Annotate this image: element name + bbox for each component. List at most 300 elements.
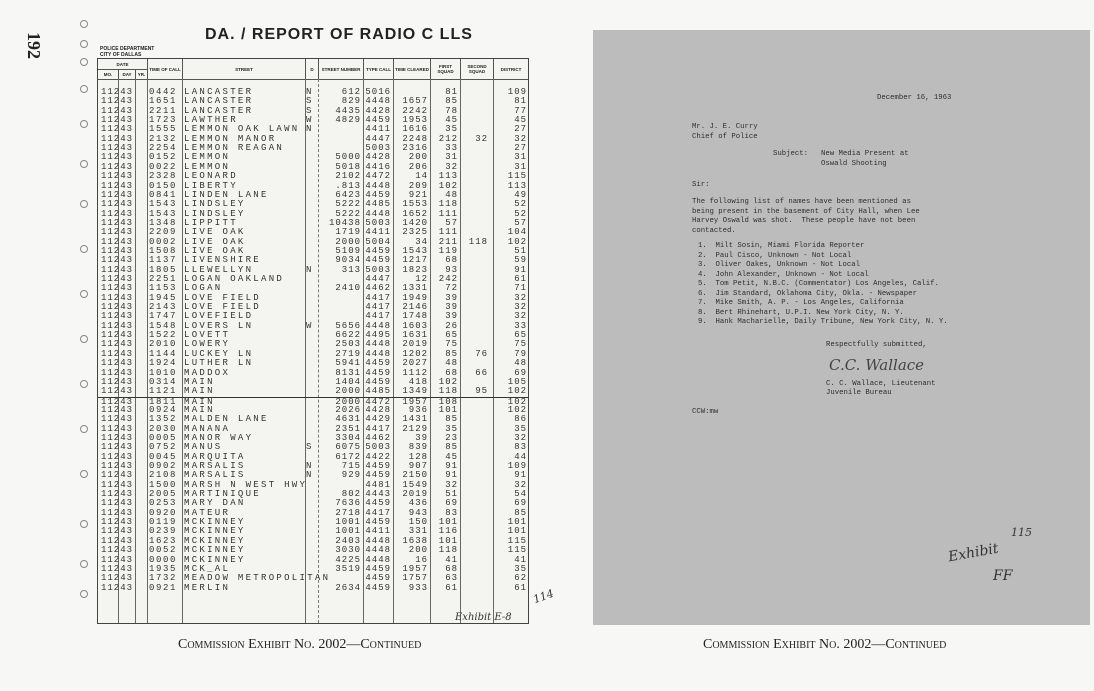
cell-time-cleared: 16 bbox=[415, 554, 428, 565]
cell-street-number: 5941 bbox=[335, 358, 361, 369]
cell-street: LEMMON bbox=[184, 161, 231, 172]
cell-time-of-call: 0314 bbox=[149, 376, 178, 387]
cell-time-of-call: 0752 bbox=[149, 442, 178, 453]
cell-time-of-call: 1348 bbox=[149, 217, 178, 228]
cell-direction: N bbox=[306, 124, 312, 135]
cell-type-call: 4459 bbox=[365, 498, 391, 509]
cell-type-call: 5003 bbox=[365, 217, 391, 228]
cell-date: 11243 bbox=[101, 255, 134, 266]
left-caption: Commission Exhibit No. 2002—Continued bbox=[178, 637, 422, 652]
cell-type-call: 4416 bbox=[365, 161, 391, 172]
cell-time-cleared: 933 bbox=[408, 582, 428, 593]
cell-date: 11243 bbox=[101, 236, 134, 247]
header-second-squad: SECOND SQUAD bbox=[461, 59, 494, 80]
cell-street: MAIN bbox=[184, 404, 215, 415]
cell-district: 79 bbox=[514, 348, 527, 359]
binder-hole bbox=[80, 290, 88, 298]
cell-first-squad: 45 bbox=[445, 451, 458, 462]
cell-district: 32 bbox=[514, 302, 527, 313]
header-day: DAY bbox=[119, 69, 136, 80]
right-caption: Commission Exhibit No. 2002—Continued bbox=[703, 637, 947, 652]
cell-time-of-call: 0000 bbox=[149, 554, 178, 565]
cell-first-squad: 91 bbox=[445, 461, 458, 471]
cell-time-of-call: 2143 bbox=[149, 302, 178, 313]
cell-direction: N bbox=[306, 461, 312, 471]
cell-time-cleared: 1652 bbox=[402, 208, 428, 219]
header-time-of-call: TIME OF CALL bbox=[148, 59, 183, 80]
cell-first-squad: 45 bbox=[445, 115, 458, 126]
cell-date: 11243 bbox=[101, 143, 134, 154]
cell-time-cleared: 1748 bbox=[402, 311, 428, 322]
cell-street-number: 2351 bbox=[335, 423, 361, 434]
cell-first-squad: 116 bbox=[438, 526, 458, 537]
cell-date: 11243 bbox=[101, 582, 134, 593]
cell-type-call: 4459 bbox=[365, 376, 391, 387]
cell-district: 65 bbox=[514, 330, 527, 341]
cell-time-of-call: 0045 bbox=[149, 451, 178, 462]
cell-street: LEONARD bbox=[184, 171, 238, 182]
cell-street-number: 2410 bbox=[335, 283, 361, 294]
cell-date: 11243 bbox=[101, 479, 134, 490]
cell-type-call: 4428 bbox=[365, 404, 391, 415]
cell-first-squad: 75 bbox=[445, 339, 458, 350]
cell-time-cleared: 1957 bbox=[402, 563, 428, 574]
cell-district: 48 bbox=[514, 358, 527, 369]
cell-street: MATEUR bbox=[184, 507, 231, 518]
cell-street: LOWERY bbox=[184, 339, 231, 350]
cell-date: 11243 bbox=[101, 227, 134, 238]
cell-street-number: 2719 bbox=[335, 348, 361, 359]
cell-first-squad: 85 bbox=[445, 348, 458, 359]
cell-second-squad: 32 bbox=[475, 133, 488, 144]
cell-type-call: 4459 bbox=[365, 563, 391, 574]
cell-first-squad: 39 bbox=[445, 302, 458, 313]
cell-type-call: 5003 bbox=[365, 264, 391, 275]
cell-time-of-call: 1723 bbox=[149, 115, 178, 126]
cell-district: 32 bbox=[514, 479, 527, 490]
cell-time-cleared: 12 bbox=[415, 274, 428, 284]
binder-hole bbox=[80, 590, 88, 598]
cell-district: 27 bbox=[514, 143, 527, 154]
cell-first-squad: 35 bbox=[445, 124, 458, 135]
cell-street: LIPPITT bbox=[184, 217, 238, 228]
cell-street-number: 802 bbox=[341, 489, 361, 500]
header-time-cleared: TIME CLEARED bbox=[394, 59, 431, 80]
cell-time-of-call: 1805 bbox=[149, 264, 178, 275]
cell-time-of-call: 1651 bbox=[149, 96, 178, 107]
cell-street-number: 5018 bbox=[335, 161, 361, 172]
cell-time-of-call: 1121 bbox=[149, 386, 178, 397]
cell-district: 109 bbox=[507, 87, 527, 97]
cell-district: 102 bbox=[507, 236, 527, 247]
cell-street-number: 2026 bbox=[335, 404, 361, 415]
cell-district: 49 bbox=[514, 189, 527, 200]
cell-street: LINDEN LANE bbox=[184, 189, 269, 200]
cell-time-of-call: 0002 bbox=[149, 236, 178, 247]
cell-district: 69 bbox=[514, 367, 527, 378]
cell-type-call: 4411 bbox=[365, 227, 391, 238]
cell-first-squad: 35 bbox=[445, 423, 458, 434]
cell-street: MCK_AL bbox=[184, 563, 231, 574]
cell-first-squad: 111 bbox=[438, 227, 458, 238]
cell-time-of-call: 1543 bbox=[149, 208, 178, 219]
cell-street: MCKINNEY bbox=[184, 526, 246, 537]
cell-street-number: 4631 bbox=[335, 414, 361, 425]
cell-date: 11243 bbox=[101, 311, 134, 322]
list-item: 9. Hank Macharielle, Daily Tribune, New York City, N. Y. bbox=[698, 318, 948, 326]
cell-street: MADDOX bbox=[184, 367, 231, 378]
cell-street-number: 4225 bbox=[335, 554, 361, 565]
list-item: 8. Bert Rhinehart, U.P.I. New York City, N. Y. bbox=[698, 308, 904, 317]
cell-time-cleared: 943 bbox=[408, 507, 428, 518]
cell-street: LOVE FIELD bbox=[184, 302, 262, 313]
cell-street: LANCASTER bbox=[184, 96, 254, 107]
cell-date: 11243 bbox=[101, 573, 134, 584]
cell-first-squad: 101 bbox=[438, 517, 458, 528]
cell-street: LIVENSHIRE bbox=[184, 255, 262, 266]
cell-time-cleared: 839 bbox=[408, 442, 428, 453]
cell-first-squad: 85 bbox=[445, 96, 458, 107]
cell-street-number: 2718 bbox=[335, 507, 361, 518]
report-title: DA. / REPORT OF RADIO C LLS bbox=[205, 26, 473, 43]
cell-first-squad: 78 bbox=[445, 105, 458, 116]
cell-street-number: 313 bbox=[341, 264, 361, 275]
cell-time-cleared: 1757 bbox=[402, 573, 428, 584]
table-row bbox=[98, 387, 528, 396]
cell-type-call: 5003 bbox=[365, 442, 391, 453]
cell-type-call: 4485 bbox=[365, 199, 391, 210]
cell-street: LANCASTER bbox=[184, 105, 254, 116]
cell-district: 91 bbox=[514, 264, 527, 275]
exhibit-handwriting: Exhibit bbox=[946, 540, 1000, 566]
cell-district: 102 bbox=[507, 396, 527, 407]
cell-street-number: 2000 bbox=[335, 236, 361, 247]
cell-street-number: 1404 bbox=[335, 376, 361, 387]
cell-type-call: 4459 bbox=[365, 255, 391, 266]
cell-first-squad: 111 bbox=[438, 208, 458, 219]
cell-time-cleared: 1957 bbox=[402, 396, 428, 407]
cell-time-cleared: 150 bbox=[408, 517, 428, 528]
cell-direction: S bbox=[306, 105, 312, 116]
cell-time-of-call: 0902 bbox=[149, 461, 178, 471]
cell-street-number: 2634 bbox=[335, 582, 361, 593]
cell-time-of-call: 1522 bbox=[149, 330, 178, 341]
cell-district: 35 bbox=[514, 563, 527, 574]
cell-date: 11243 bbox=[101, 442, 134, 453]
cell-time-cleared: 418 bbox=[408, 376, 428, 387]
cell-first-squad: 93 bbox=[445, 264, 458, 275]
page-number-115-handwriting: 115 bbox=[1011, 526, 1032, 539]
cell-first-squad: 211 bbox=[438, 236, 458, 247]
cell-district: 44 bbox=[514, 451, 527, 462]
cell-time-of-call: 2010 bbox=[149, 339, 178, 350]
cell-district: 62 bbox=[514, 573, 527, 584]
cell-time-cleared: 1616 bbox=[402, 124, 428, 135]
cell-time-of-call: 1924 bbox=[149, 358, 178, 369]
cell-district: 27 bbox=[514, 124, 527, 135]
cell-date: 11243 bbox=[101, 348, 134, 359]
cell-street: LEMMON bbox=[184, 152, 231, 163]
cell-date: 11243 bbox=[101, 189, 134, 200]
addressee-name: Mr. J. E. Curry bbox=[692, 123, 758, 131]
cell-district: 32 bbox=[514, 311, 527, 322]
cell-type-call: 4447 bbox=[365, 133, 391, 144]
cell-street-number: 10438 bbox=[328, 217, 361, 228]
cell-time-of-call: 1747 bbox=[149, 311, 178, 322]
cell-type-call: 4422 bbox=[365, 451, 391, 462]
cell-type-call: 4428 bbox=[365, 152, 391, 163]
cell-date: 11243 bbox=[101, 302, 134, 313]
cell-first-squad: 118 bbox=[438, 545, 458, 556]
binder-hole bbox=[80, 560, 88, 568]
cell-time-cleared: 1949 bbox=[402, 292, 428, 303]
cell-date: 11243 bbox=[101, 470, 134, 481]
cell-street: LUCKEY LN bbox=[184, 348, 254, 359]
salutation: Sir: bbox=[692, 181, 710, 189]
cell-street-number: 5222 bbox=[335, 208, 361, 219]
cell-time-cleared: 1657 bbox=[402, 96, 428, 107]
cell-type-call: 4447 bbox=[365, 274, 391, 284]
header-yr: YR. bbox=[136, 69, 148, 80]
cell-street: MARSALIS bbox=[184, 461, 246, 471]
binder-hole bbox=[80, 470, 88, 478]
cell-street-number: 4435 bbox=[335, 105, 361, 116]
cell-first-squad: 32 bbox=[445, 161, 458, 172]
cell-time-of-call: 1352 bbox=[149, 414, 178, 425]
binder-hole bbox=[80, 520, 88, 528]
cell-date: 11243 bbox=[101, 133, 134, 144]
header-date: DATE bbox=[98, 59, 148, 70]
department-label: POLICE DEPARTMENT CITY OF DALLAS bbox=[100, 46, 155, 58]
cell-street-number: 5222 bbox=[335, 199, 361, 210]
cell-street-number: 5109 bbox=[335, 245, 361, 256]
cell-street-number: .813 bbox=[335, 180, 361, 191]
cell-street: MANOR WAY bbox=[184, 432, 254, 443]
cell-district: 69 bbox=[514, 498, 527, 509]
cell-district: 85 bbox=[514, 507, 527, 518]
cell-street: MARTINIQUE bbox=[184, 489, 262, 500]
subject-label: Subject: bbox=[773, 150, 809, 158]
cell-time-cleared: 331 bbox=[408, 526, 428, 537]
cell-street-number: 5656 bbox=[335, 320, 361, 331]
cell-time-cleared: 1553 bbox=[402, 199, 428, 210]
binder-hole bbox=[80, 425, 88, 433]
cell-date: 11243 bbox=[101, 292, 134, 303]
cell-street: MEADOW METROPOLITAN bbox=[184, 573, 331, 584]
header-first-squad: FIRST SQUAD bbox=[431, 59, 461, 80]
cell-time-of-call: 1623 bbox=[149, 535, 178, 546]
cell-time-cleared: 1420 bbox=[402, 217, 428, 228]
cell-date: 11243 bbox=[101, 124, 134, 135]
cell-date: 11243 bbox=[101, 563, 134, 574]
cell-date: 11243 bbox=[101, 404, 134, 415]
cell-date: 11243 bbox=[101, 320, 134, 331]
cell-street: LEMMON REAGAN bbox=[184, 143, 285, 154]
cell-date: 11243 bbox=[101, 217, 134, 228]
cell-type-call: 4428 bbox=[365, 105, 391, 116]
cell-type-call: 4411 bbox=[365, 526, 391, 537]
cell-street: MAIN bbox=[184, 386, 215, 397]
cell-type-call: 4417 bbox=[365, 292, 391, 303]
cell-district: 52 bbox=[514, 199, 527, 210]
cell-time-cleared: 1331 bbox=[402, 283, 428, 294]
cell-first-squad: 68 bbox=[445, 367, 458, 378]
cell-first-squad: 85 bbox=[445, 442, 458, 453]
cell-street-number: 8131 bbox=[335, 367, 361, 378]
cell-date: 11243 bbox=[101, 96, 134, 107]
cell-date: 11243 bbox=[101, 199, 134, 210]
cell-street: LOGAN bbox=[184, 283, 223, 294]
initials: CCW:mw bbox=[692, 408, 719, 416]
cell-district: 61 bbox=[514, 582, 527, 593]
cell-time-cleared: 39 bbox=[415, 432, 428, 443]
cell-street-number: 2000 bbox=[335, 396, 361, 407]
cell-type-call: 4459 bbox=[365, 245, 391, 256]
cell-district: 32 bbox=[514, 432, 527, 443]
cell-type-call: 4459 bbox=[365, 115, 391, 126]
cell-district: 83 bbox=[514, 442, 527, 453]
cell-district: 86 bbox=[514, 414, 527, 425]
cell-street-number: 2503 bbox=[335, 339, 361, 350]
header-type-call: TYPE CALL bbox=[364, 59, 394, 80]
cell-first-squad: 212 bbox=[438, 133, 458, 144]
binder-hole bbox=[80, 245, 88, 253]
cell-date: 11243 bbox=[101, 545, 134, 556]
cell-type-call: 4448 bbox=[365, 348, 391, 359]
cell-date: 11243 bbox=[101, 115, 134, 126]
binder-hole bbox=[80, 85, 88, 93]
cell-street-number: 2000 bbox=[335, 386, 361, 397]
cell-time-cleared: 2027 bbox=[402, 358, 428, 369]
cell-time-cleared: 1953 bbox=[402, 115, 428, 126]
cell-district: 91 bbox=[514, 470, 527, 481]
cell-street-number: 7636 bbox=[335, 498, 361, 509]
cell-time-of-call: 1508 bbox=[149, 245, 178, 256]
binder-hole bbox=[80, 200, 88, 208]
cell-direction: N bbox=[306, 470, 312, 481]
cell-date: 11243 bbox=[101, 498, 134, 509]
signature: C.C. Wallace bbox=[829, 356, 925, 374]
cell-street: LEMMON MANOR bbox=[184, 133, 277, 144]
cell-street-number: 6622 bbox=[335, 330, 361, 341]
cell-district: 31 bbox=[514, 152, 527, 163]
cell-time-of-call: 1010 bbox=[149, 367, 178, 378]
binder-hole bbox=[80, 380, 88, 388]
cell-time-of-call: 0152 bbox=[149, 152, 178, 163]
cell-type-call: 4459 bbox=[365, 189, 391, 200]
cell-street: MCKINNEY bbox=[184, 517, 246, 528]
cell-type-call: 4448 bbox=[365, 535, 391, 546]
signer-unit: Juvenile Bureau bbox=[826, 389, 892, 397]
cell-street-number: 929 bbox=[341, 470, 361, 481]
cell-time-of-call: 0005 bbox=[149, 432, 178, 443]
cell-street: LIVE OAK bbox=[184, 236, 246, 247]
cell-street: LIVE OAK bbox=[184, 227, 246, 238]
cell-direction: N bbox=[306, 264, 312, 275]
cell-time-of-call: 0052 bbox=[149, 545, 178, 556]
binder-hole bbox=[80, 58, 88, 66]
header-street: STREET bbox=[183, 59, 306, 80]
cell-district: 41 bbox=[514, 554, 527, 565]
cell-date: 11243 bbox=[101, 264, 134, 275]
cell-time-of-call: 0924 bbox=[149, 404, 178, 415]
cell-type-call: 4448 bbox=[365, 180, 391, 191]
cell-time-cleared: 200 bbox=[408, 545, 428, 556]
cell-type-call: 4472 bbox=[365, 396, 391, 407]
cell-date: 11243 bbox=[101, 432, 134, 443]
body-line-3: Harvey Oswald was shot. These people have not been bbox=[692, 217, 916, 225]
cell-time-cleared: 1638 bbox=[402, 535, 428, 546]
cell-street: LOVEFIELD bbox=[184, 311, 254, 322]
page-number: 192 bbox=[24, 32, 44, 59]
cell-district: 61 bbox=[514, 274, 527, 284]
cell-district: 71 bbox=[514, 283, 527, 294]
cell-street: MARY DAN bbox=[184, 498, 246, 509]
cell-first-squad: 48 bbox=[445, 358, 458, 369]
cell-district: 104 bbox=[507, 227, 527, 238]
cell-time-cleared: 128 bbox=[408, 451, 428, 462]
cell-type-call: 4448 bbox=[365, 320, 391, 331]
cell-first-squad: 61 bbox=[445, 582, 458, 593]
cell-district: 59 bbox=[514, 255, 527, 266]
body-line-4: contacted. bbox=[692, 227, 736, 235]
cell-street-number: 1001 bbox=[335, 517, 361, 528]
cell-type-call: 4448 bbox=[365, 208, 391, 219]
cell-district: 57 bbox=[514, 217, 527, 228]
header-dir: D bbox=[306, 59, 319, 80]
cell-time-of-call: 2108 bbox=[149, 470, 178, 481]
cell-first-squad: 63 bbox=[445, 573, 458, 584]
cell-district: 45 bbox=[514, 115, 527, 126]
cell-street: MALDEN LANE bbox=[184, 414, 269, 425]
cell-direction: W bbox=[306, 320, 312, 331]
cell-first-squad: 118 bbox=[438, 199, 458, 210]
cell-first-squad: 242 bbox=[438, 274, 458, 284]
body-line-2: being present in the basement of City Hall, when Lee bbox=[692, 208, 920, 216]
cell-first-squad: 85 bbox=[445, 414, 458, 425]
cell-date: 11243 bbox=[101, 367, 134, 378]
cell-time-of-call: 2132 bbox=[149, 133, 178, 144]
cell-street-number: 4829 bbox=[335, 115, 361, 126]
header-street-number: STREET NUMBER bbox=[319, 59, 364, 80]
cell-date: 11243 bbox=[101, 171, 134, 182]
cell-district: 52 bbox=[514, 208, 527, 219]
cell-second-squad: 95 bbox=[475, 386, 488, 397]
cell-type-call: 5003 bbox=[365, 143, 391, 154]
cell-first-squad: 33 bbox=[445, 143, 458, 154]
cell-date: 11243 bbox=[101, 208, 134, 219]
cell-date: 11243 bbox=[101, 358, 134, 369]
cell-second-squad: 66 bbox=[475, 367, 488, 378]
cell-type-call: 4459 bbox=[365, 358, 391, 369]
cell-second-squad: 118 bbox=[468, 236, 488, 247]
cell-type-call: 4462 bbox=[365, 283, 391, 294]
cell-time-cleared: 1431 bbox=[402, 414, 428, 425]
cell-first-squad: 41 bbox=[445, 554, 458, 565]
cell-district: 32 bbox=[514, 292, 527, 303]
cell-street-number: 6423 bbox=[335, 189, 361, 200]
cell-type-call: 4448 bbox=[365, 554, 391, 565]
cell-street: LEMMON OAK LAWN bbox=[184, 124, 300, 135]
cell-district: 105 bbox=[507, 376, 527, 387]
cell-street: LIVE OAK bbox=[184, 245, 246, 256]
radio-calls-table bbox=[97, 58, 529, 624]
cell-type-call: 5004 bbox=[365, 236, 391, 247]
cell-street-number: 1719 bbox=[335, 227, 361, 238]
cell-type-call: 4429 bbox=[365, 414, 391, 425]
cell-date: 11243 bbox=[101, 386, 134, 397]
cell-time-of-call: 0022 bbox=[149, 161, 178, 172]
